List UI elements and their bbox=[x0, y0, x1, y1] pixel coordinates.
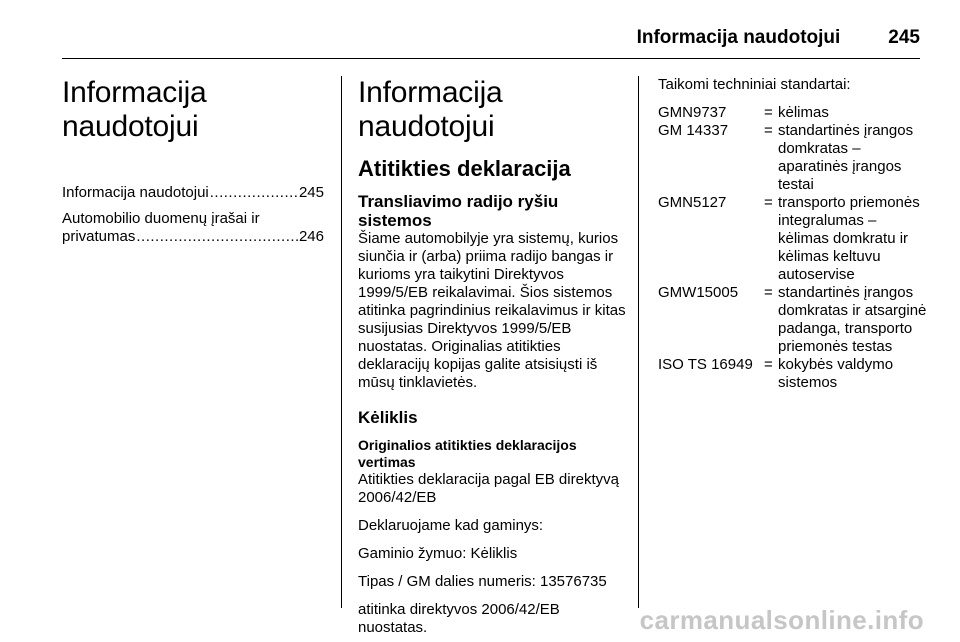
watermark: carmanualsonline.info bbox=[639, 605, 924, 635]
radio-heading: Transliavimo radijo ryšiu sistemos bbox=[358, 192, 559, 230]
page-header bbox=[62, 18, 920, 59]
standard-code: GMN9737 bbox=[658, 104, 727, 121]
standard-code: GMN5127 bbox=[658, 194, 727, 211]
standards-intro: Taikomi techniniai standartai: bbox=[658, 76, 851, 93]
standard-code: GMW15005 bbox=[658, 284, 739, 301]
header-page-number: 245 bbox=[888, 27, 920, 48]
standard-separator: = bbox=[764, 356, 773, 373]
header-title: Informacija naudotojui bbox=[636, 27, 841, 48]
toc-entry[interactable] bbox=[62, 210, 324, 246]
jack-paragraph: atitinka direktyvos 2006/42/EB nuostatas. bbox=[358, 601, 560, 636]
main-column bbox=[358, 76, 626, 637]
toc-entry-page: 246 bbox=[298, 228, 324, 245]
section-subtitle: Atitikties deklaracija bbox=[358, 156, 571, 181]
jack-heading: Kėliklis bbox=[358, 408, 418, 427]
standard-row bbox=[658, 356, 928, 392]
section-title: Informacija naudotojui bbox=[358, 76, 503, 143]
standard-separator: = bbox=[764, 122, 773, 139]
standard-row bbox=[658, 194, 928, 284]
column-divider bbox=[638, 76, 639, 608]
toc-entry-label-cont: privatumas bbox=[62, 228, 136, 245]
standard-separator: = bbox=[764, 194, 773, 211]
standard-separator: = bbox=[764, 284, 773, 301]
standard-code: ISO TS 16949 bbox=[658, 356, 753, 373]
toc-line bbox=[62, 184, 324, 202]
standard-description: kėlimas bbox=[778, 104, 829, 121]
radio-paragraph: Šiame automobilyje yra sistemų, kurios siunčia ir (arba) priima radijo bangas ir kurioms yra taikytini Direktyvos 1999/5/EB reikalavimai. Šios sistemos atitinka pagrindinius reikalavimus ir kitas susijusias Direktyvos 1999/5/EB nuostatas. Originalias atitikties deklaracijų kopijas galite atsisiųsti iš mūsų tinklavietės. bbox=[358, 230, 626, 391]
toc-leader-dots bbox=[209, 184, 299, 202]
toc-title: Informacija naudotojui bbox=[62, 76, 207, 143]
standards-table bbox=[658, 104, 928, 392]
toc-entry-page: 245 bbox=[298, 184, 324, 201]
toc-entry[interactable] bbox=[62, 184, 324, 202]
standards-column bbox=[658, 76, 928, 392]
jack-paragraph: Atitikties deklaracija pagal EB direktyvą 2006/42/EB bbox=[358, 471, 619, 506]
toc-leader-dots bbox=[135, 228, 299, 246]
standard-description: standartinės įrangos domkratas – aparatinės įrangos testai bbox=[778, 122, 914, 193]
standard-row bbox=[658, 122, 928, 194]
jack-paragraph: Deklaruojame kad gaminys: bbox=[358, 517, 544, 534]
standard-separator: = bbox=[764, 104, 773, 121]
standard-row bbox=[658, 284, 928, 356]
toc-entry-label: Informacija naudotojui bbox=[62, 184, 209, 201]
toc-line bbox=[62, 228, 324, 246]
standard-description: standartinės įrangos domkratas ir atsarginė padanga, transporto priemonės testas bbox=[778, 284, 927, 355]
standard-row bbox=[658, 104, 928, 122]
column-divider bbox=[341, 76, 342, 608]
standard-code: GM 14337 bbox=[658, 122, 729, 139]
standard-description: transporto priemonės integralumas – kėlimas domkratu ir kėlimas keltuvu autoservise bbox=[778, 194, 920, 283]
standard-description: kokybės valdymo sistemos bbox=[778, 356, 894, 391]
toc-column bbox=[62, 76, 324, 254]
jack-subheading: Originalios atitikties deklaracijos vertimas bbox=[358, 437, 577, 470]
toc-entry-label: Automobilio duomenų įrašai ir bbox=[62, 210, 260, 227]
jack-paragraph: Gaminio žymuo: Kėliklis bbox=[358, 545, 518, 562]
jack-paragraph: Tipas / GM dalies numeris: 13576735 bbox=[358, 573, 607, 590]
